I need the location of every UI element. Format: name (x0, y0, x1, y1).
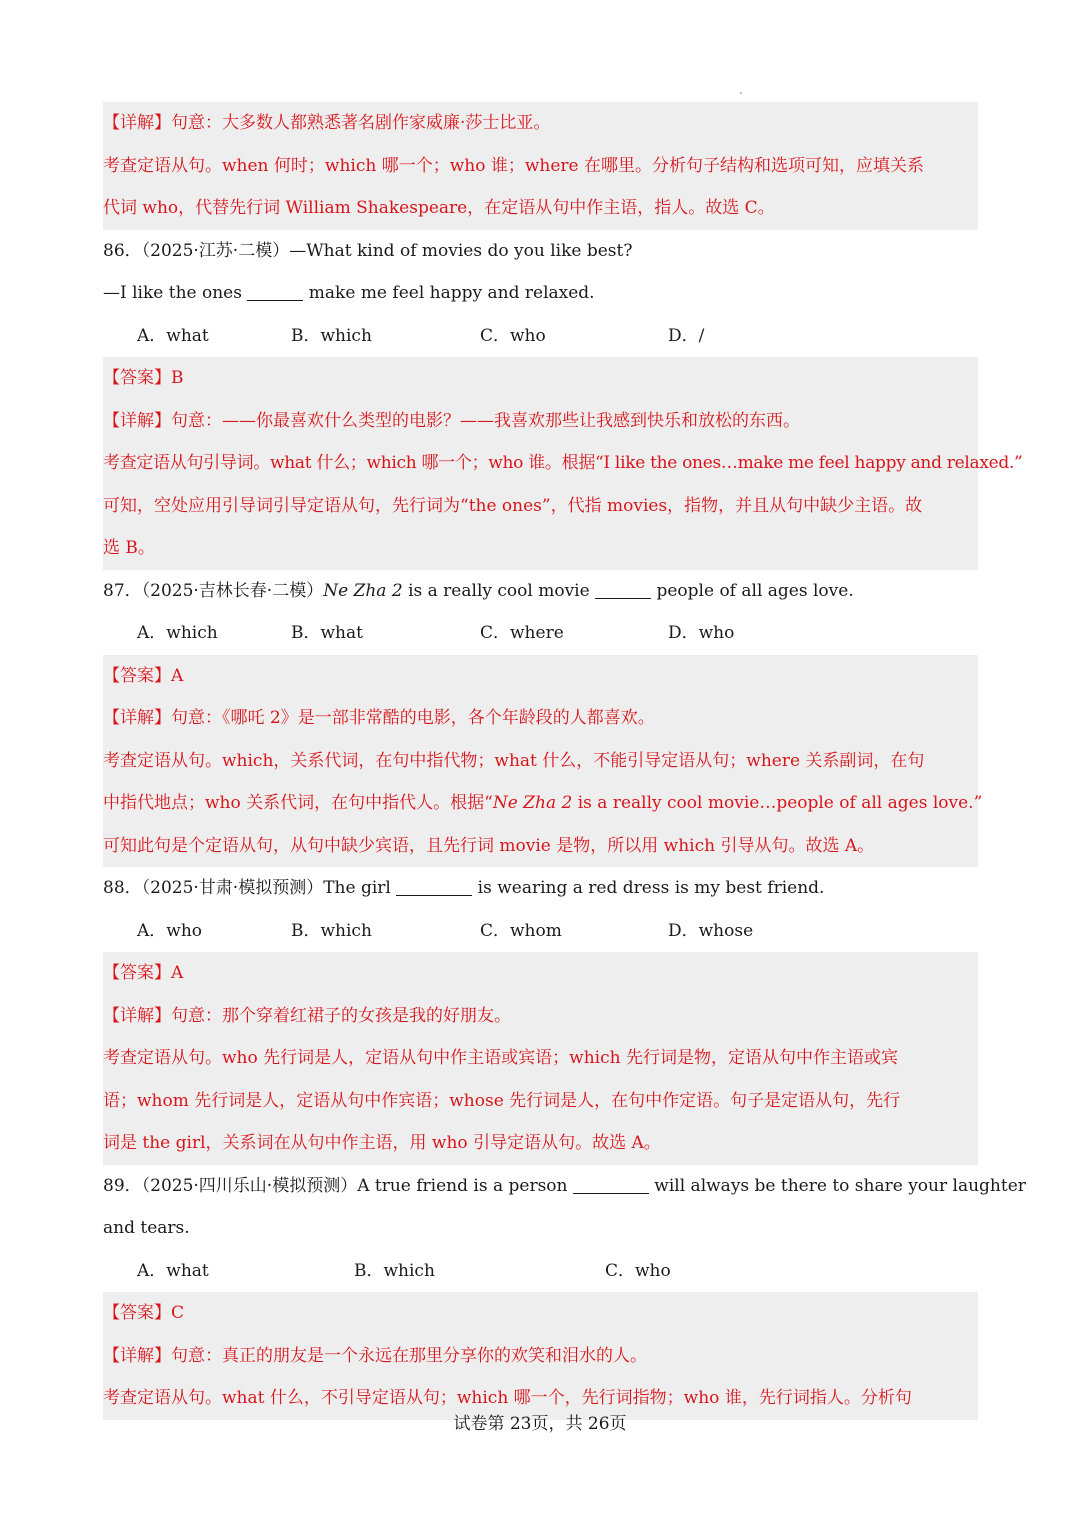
q89-explanation-box (103, 1292, 978, 1420)
option-c: C．who (480, 325, 546, 346)
q86-detail: 【详解】句意：——你最喜欢什么类型的电影？——我喜欢那些让我感到快乐和放松的东西。 (103, 410, 800, 431)
answer-blank (247, 282, 303, 301)
option-a: A．what (137, 1260, 209, 1281)
q85-detail: 【详解】句意：大多数人都熟悉著名剧作家威廉·莎士比亚。 (103, 113, 551, 133)
q86-options (103, 315, 978, 358)
q89-answer: 【答案】C (103, 1303, 185, 1323)
movie-title: Ne Zha 2 (323, 580, 403, 601)
q86-analysis-line: 考查定语从句引导词。what 什么；which 哪一个；who 谁。根据“I like the ones…make me feel happy and relaxed.” (103, 453, 1023, 473)
option-a: A．what (137, 325, 209, 346)
q87-analysis-line: 考查定语从句。which，关系代词，在句中指代物；what 什么，不能引导定语从句；where 关系副词，在句 (103, 750, 925, 771)
option-c: C．where (480, 623, 564, 643)
q89-stem: 89．（2025·四川乐山·模拟预测）A true friend is a person will always be there to share your laughter (103, 1175, 1026, 1196)
q87-options (103, 612, 978, 655)
option-b: B．what (291, 623, 363, 643)
option-a: A．who (137, 920, 203, 941)
q89-detail: 【详解】句意：真正的朋友是一个永远在那里分享你的欢笑和泪水的人。 (103, 1345, 647, 1366)
question-89 (103, 1165, 1026, 1293)
answer-blank (573, 1175, 649, 1194)
option-a: A．which (137, 623, 218, 643)
q89-options (103, 1250, 978, 1293)
option-d: D．whose (668, 920, 754, 941)
option-b: B．which (354, 1260, 435, 1281)
q88-analysis-line: 考查定语从句。who 先行词是人，定语从句中作主语或宾语；which 先行词是物，定语从句中作主语或宾 (103, 1048, 898, 1068)
q86-stem-line2: —I like the ones make me feel happy and relaxed. (103, 283, 595, 303)
q87-analysis-line: 可知此句是个定语从句，从句中缺少宾语，且先行词 movie 是物，所以用 which 引导从句。故选 A。 (103, 835, 875, 856)
q87-explanation-box (103, 655, 983, 868)
q85-analysis-line: 代词 who，代替先行词 William Shakespeare，在定语从句中作主语，指人。故选 C。 (103, 198, 775, 218)
q85-analysis-line: 考查定语从句。when 何时；which 哪一个；who 谁；where 在哪里。分析句子结构和选项可知，应填关系 (103, 155, 925, 176)
question-88 (103, 867, 978, 952)
detail-tag: 【详解】 (103, 113, 171, 133)
scan-speck (740, 92, 742, 94)
q88-options (103, 910, 978, 953)
answer-blank (396, 877, 472, 896)
answer-blank (595, 580, 651, 599)
option-c: C．whom (480, 920, 562, 941)
q87-answer: 【答案】A (103, 665, 184, 686)
q88-explanation-box (103, 952, 978, 1165)
q86-stem: 86．（2025·江苏·二模）—What kind of movies do you like best? (103, 240, 633, 261)
q86-explanation-box (103, 357, 1023, 570)
q88-answer: 【答案】A (103, 963, 184, 983)
q87-analysis-line: 中指代地点；who 关系代词，在句中指代人。根据“Ne Zha 2 is a really cool movie…people of all ages love.” (103, 793, 983, 813)
q88-analysis-line: 语；whom 先行词是人，定语从句中作宾语；whose 先行词是人，在句中作定语。句子是定语从句，先行 (103, 1090, 901, 1111)
option-d: D．/ (668, 325, 705, 346)
q87-detail: 【详解】句意：《哪吒 2》是一部非常酷的电影，各个年龄段的人都喜欢。 (103, 708, 655, 728)
q88-detail: 【详解】句意：那个穿着红裙子的女孩是我的好朋友。 (103, 1005, 511, 1026)
option-b: B．which (291, 325, 372, 346)
question-87 (103, 570, 978, 655)
q89-analysis-line: 考查定语从句。what 什么，不引导定语从句；which 哪一个，先行词指物；who 谁，先行词指人。分析句 (103, 1388, 912, 1408)
q88-stem: 88．（2025·甘肃·模拟预测）The girl is wearing a red dress is my best friend. (103, 878, 825, 898)
page-footer: 试卷第 23页，共 26页 (453, 1414, 627, 1434)
option-d: D．who (668, 623, 735, 643)
q87-stem: 87．（2025·吉林长春·二模）Ne Zha 2 is a really cool movie people of all ages love. (103, 580, 854, 601)
option-c: C．who (605, 1260, 671, 1281)
q86-analysis-line: 选 B。 (103, 538, 155, 558)
option-b: B．which (291, 920, 372, 941)
q88-analysis-line: 词是 the girl，关系词在从句中作主语，用 who 引导定语从句。故选 A。 (103, 1133, 661, 1153)
page-content (103, 102, 1026, 1420)
q89-stem-line2: and tears. (103, 1218, 190, 1238)
q85-explanation-box (103, 102, 978, 230)
question-86 (103, 230, 978, 358)
q86-answer: 【答案】B (103, 368, 184, 388)
q86-analysis-line: 可知，空处应用引导词引导定语从句，先行词为“the ones”，代指 movies，指物，并且从句中缺少主语。故 (103, 495, 923, 516)
